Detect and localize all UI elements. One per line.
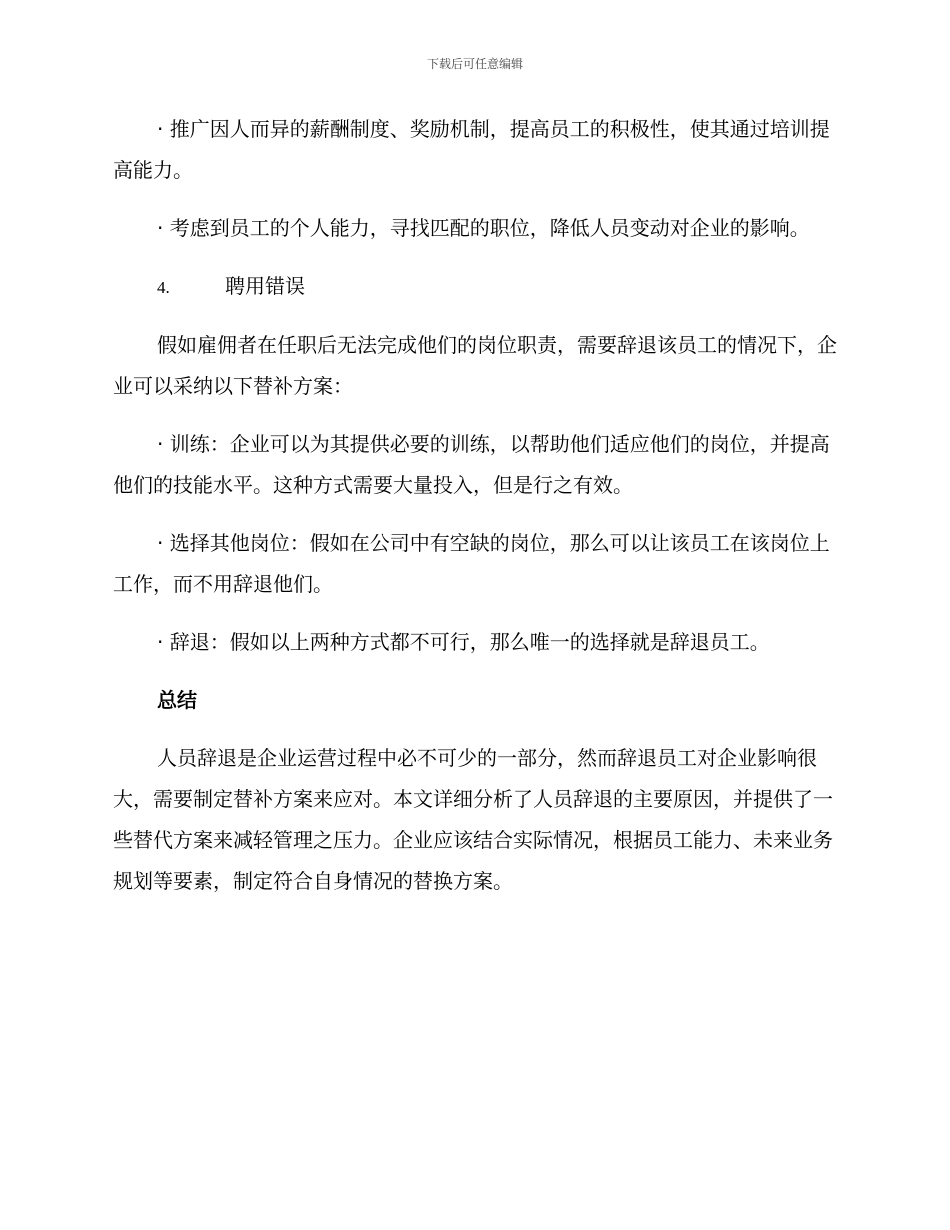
paragraph-gap	[113, 721, 838, 738]
paragraph-match-position: · 考虑到员工的个人能力，寻找匹配的职位，降低人员变动对企业的影响。	[157, 216, 810, 240]
paragraph-gap	[113, 605, 838, 622]
paragraph-gap	[113, 663, 838, 680]
section-heading-hiring-error	[113, 266, 838, 308]
paragraph-other-position: · 选择其他岗位：假如在公司中有空缺的岗位，那么可以让该员工在该岗位上工作，而不用辞退他们。	[113, 531, 830, 596]
document-body	[113, 109, 838, 902]
paragraph-gap	[113, 249, 838, 266]
paragraph-gap	[113, 308, 838, 325]
paragraph-gap	[113, 191, 838, 208]
summary-heading: 总结	[157, 688, 197, 712]
section-title: 聘用错误	[225, 274, 305, 298]
paragraph-replacement-intro: 假如雇佣者在任职后无法完成他们的岗位职责，需要辞退该员工的情况下，企业可以采纳以下替补方案：	[113, 333, 837, 398]
paragraph-salary-incentive: · 推广因人而异的薪酬制度、奖励机制，提高员工的积极性，使其通过培训提高能力。	[113, 117, 830, 182]
paragraph-gap	[113, 407, 838, 424]
paragraph-dismissal: · 辞退：假如以上两种方式都不可行，那么唯一的选择就是辞退员工。	[157, 630, 770, 654]
section-number: 4.	[157, 278, 170, 297]
paragraph-summary: 人员辞退是企业运营过程中必不可少的一部分，然而辞退员工对企业影响很大，需要制定替补方案来应对。本文详细分析了人员辞退的主要原因，并提供了一些替代方案来减轻管理之压力。企业应该结合实际情况，根据员工能力、未来业务规划等要素，制定符合自身情况的替换方案。	[113, 746, 833, 893]
page-header: 下载后可任意编辑	[426, 57, 523, 71]
paragraph-gap	[113, 506, 838, 523]
paragraph-training: · 训练：企业可以为其提供必要的训练，以帮助他们适应他们的岗位，并提高他们的技能水平。这种方式需要大量投入，但是行之有效。	[113, 432, 830, 497]
